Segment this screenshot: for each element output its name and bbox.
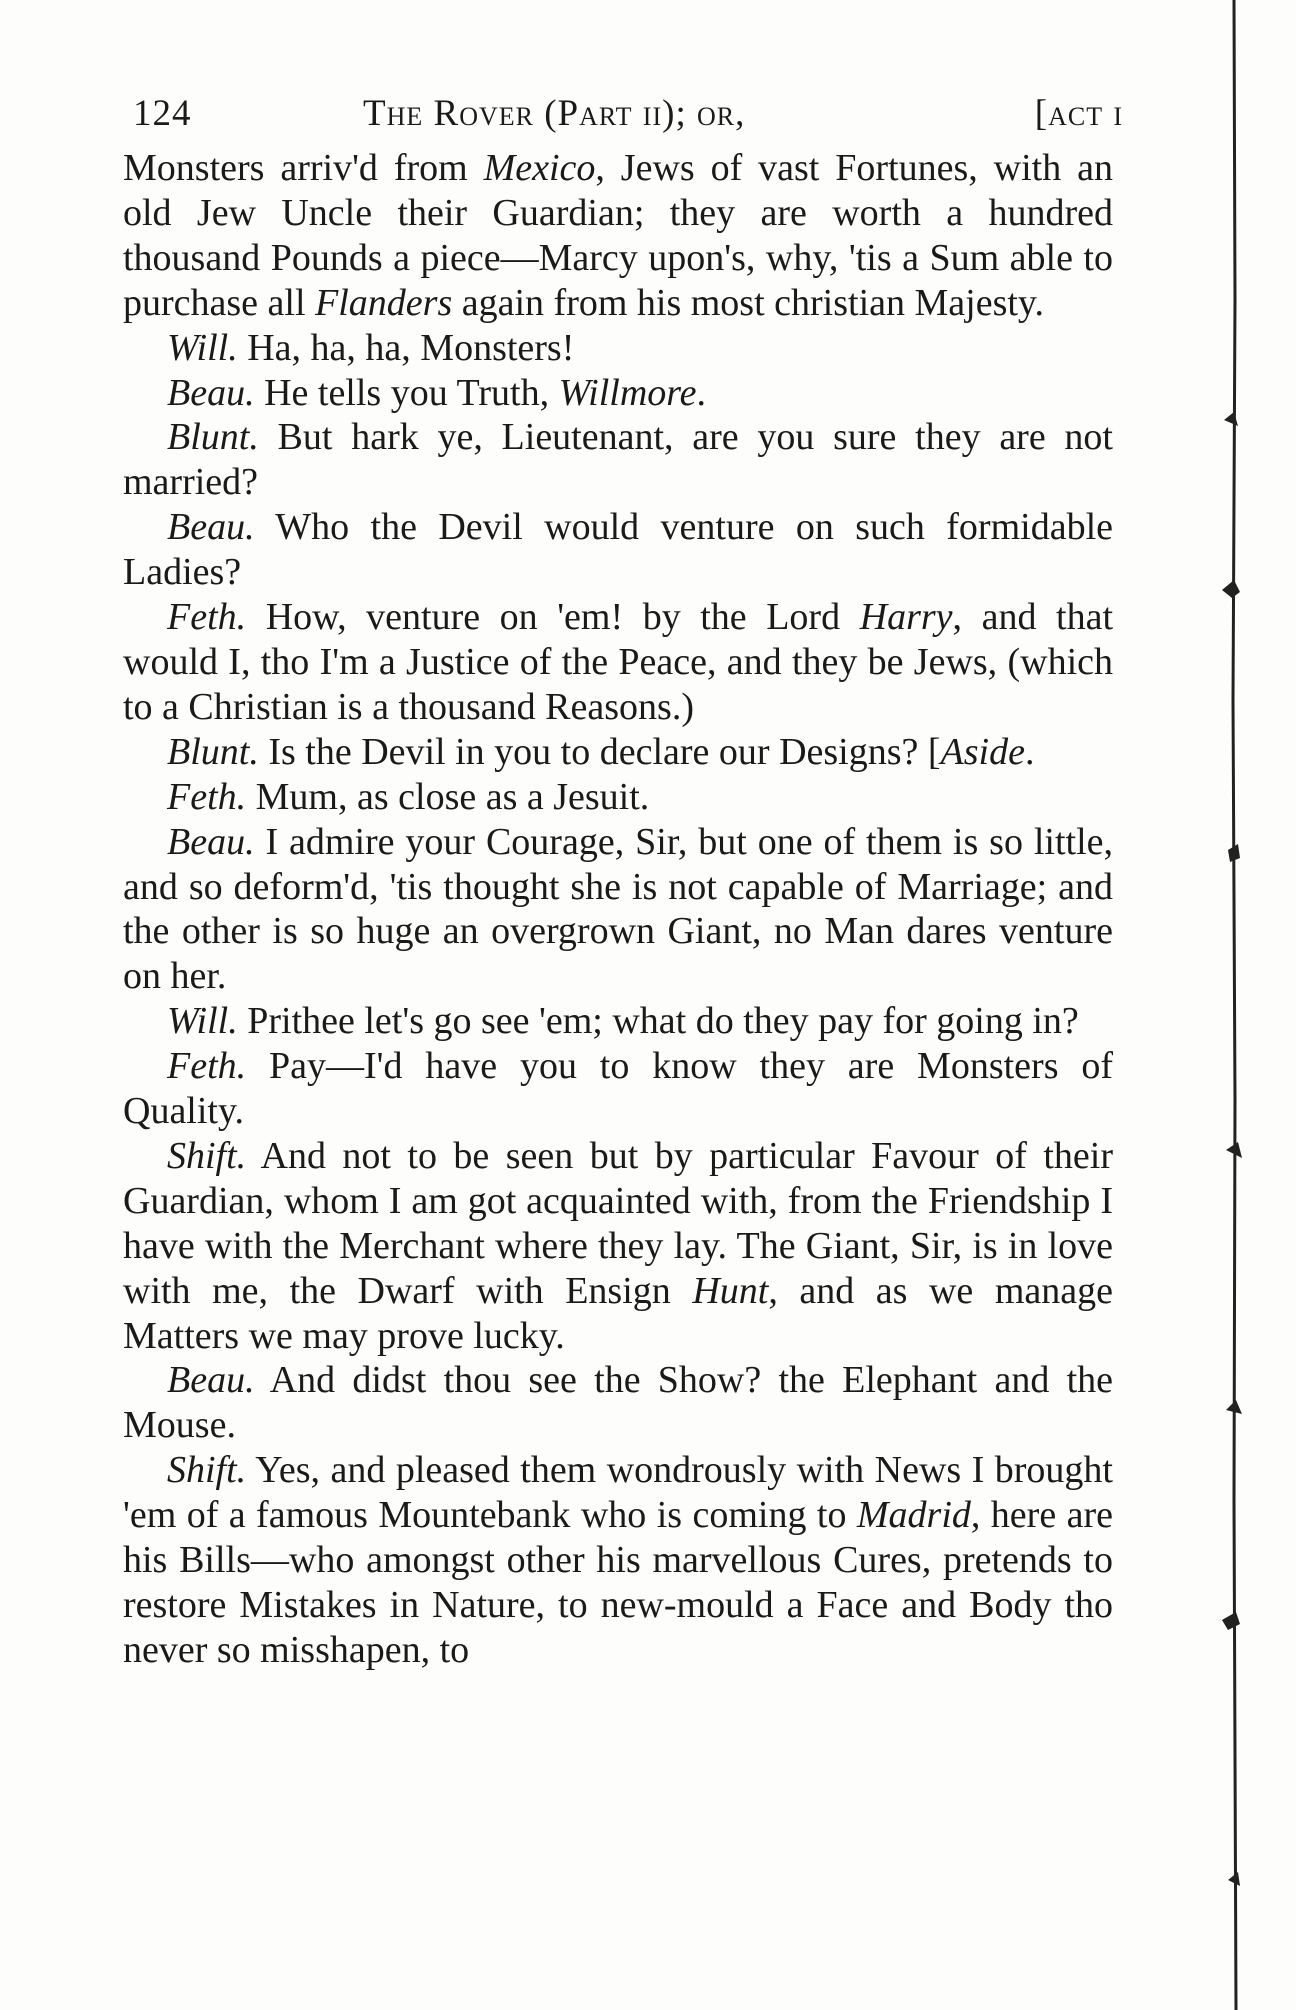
speaker-name: Blunt. bbox=[167, 730, 259, 773]
speaker-name: Beau. bbox=[167, 820, 255, 863]
speaker-name: Feth. bbox=[167, 1045, 247, 1088]
speech-feth: Feth. How, venture on 'em! by the Lord Harry, and that would I, tho I'm a Justice of the Peace, and they be Jews, (which to a Christian is a thousand Reasons.) bbox=[123, 596, 1114, 728]
speech-will: Will. Prithee let's go see 'em; what do they pay for going in? bbox=[167, 1000, 1079, 1043]
page-body bbox=[123, 146, 1113, 1673]
running-title: The Rover (Part ii); or, bbox=[363, 93, 746, 134]
speaker-name: Will. bbox=[167, 1000, 238, 1043]
speaker-name: Will. bbox=[167, 326, 238, 369]
speech-shift: Shift. Yes, and pleased them wondrously with News I brought 'em of a famous Mountebank who is coming to Madrid, here are his Bills—who amongst other his marvellous Cures, pretends to restore Mistakes in Nature, to new-mould a Face and Body tho never so misshapen, to bbox=[123, 1449, 1113, 1671]
speech-feth: Feth. Mum, as close as a Jesuit. bbox=[167, 775, 650, 818]
speaker-name: Beau. bbox=[167, 506, 255, 549]
speech-feth: Feth. Pay—I'd have you to know they are Monsters of Quality. bbox=[123, 1045, 1113, 1133]
speaker-name: Shift. bbox=[167, 1449, 247, 1492]
running-header bbox=[133, 92, 1123, 142]
speech-beau: Beau. I admire your Courage, Sir, but one of them is so little, and so deform'd, 'tis thought she is not capable of Marriage; and the other is so huge an overgrown Giant, no Man dares venture on her. bbox=[123, 820, 1113, 998]
speech-beau: Beau. He tells you Truth, Willmore. bbox=[167, 371, 707, 414]
act-marker: [act i bbox=[1034, 93, 1123, 134]
speech-blunt: Blunt. But hark ye, Lieutenant, are you sure they are not married? bbox=[123, 416, 1113, 504]
speaker-name: Beau. bbox=[167, 1359, 255, 1402]
speaker-name: Feth. bbox=[167, 596, 247, 639]
speaker-name: Shift. bbox=[167, 1134, 247, 1177]
binding-gutter bbox=[1222, 0, 1296, 2010]
speech-will: Will. Ha, ha, ha, Monsters! bbox=[167, 326, 575, 369]
speaker-name: Feth. bbox=[167, 775, 247, 818]
speaker-name: Blunt. bbox=[167, 416, 259, 459]
speaker-name: Beau. bbox=[167, 371, 255, 414]
speech-blunt: Blunt. Is the Devil in you to declare our Designs? [Aside. bbox=[167, 730, 1035, 773]
page-number: 124 bbox=[133, 93, 192, 134]
gutter-scan-marks bbox=[1222, 0, 1296, 2010]
speech-beau: Beau. And didst thou see the Show? the Elephant and the Mouse. bbox=[123, 1359, 1113, 1447]
paragraph: Monsters arriv'd from Mexico, Jews of vast Fortunes, with an old Jew Uncle their Guardian; they are worth a hundred thousand Pounds a piece—Marcy upon's, why, 'tis a Sum able to purchase all Flanders again from his most christian Majesty. bbox=[123, 147, 1113, 324]
speech-beau: Beau. Who the Devil would venture on such formidable Ladies? bbox=[123, 506, 1113, 594]
speech-shift: Shift. And not to be seen but by particular Favour of their Guardian, whom I am got acquainted with, from the Friendship I have with the Merchant where they lay. The Giant, Sir, is in love with me, the Dwarf with Ensign Hunt, and as we manage Matters we may prove lucky. bbox=[123, 1134, 1113, 1357]
